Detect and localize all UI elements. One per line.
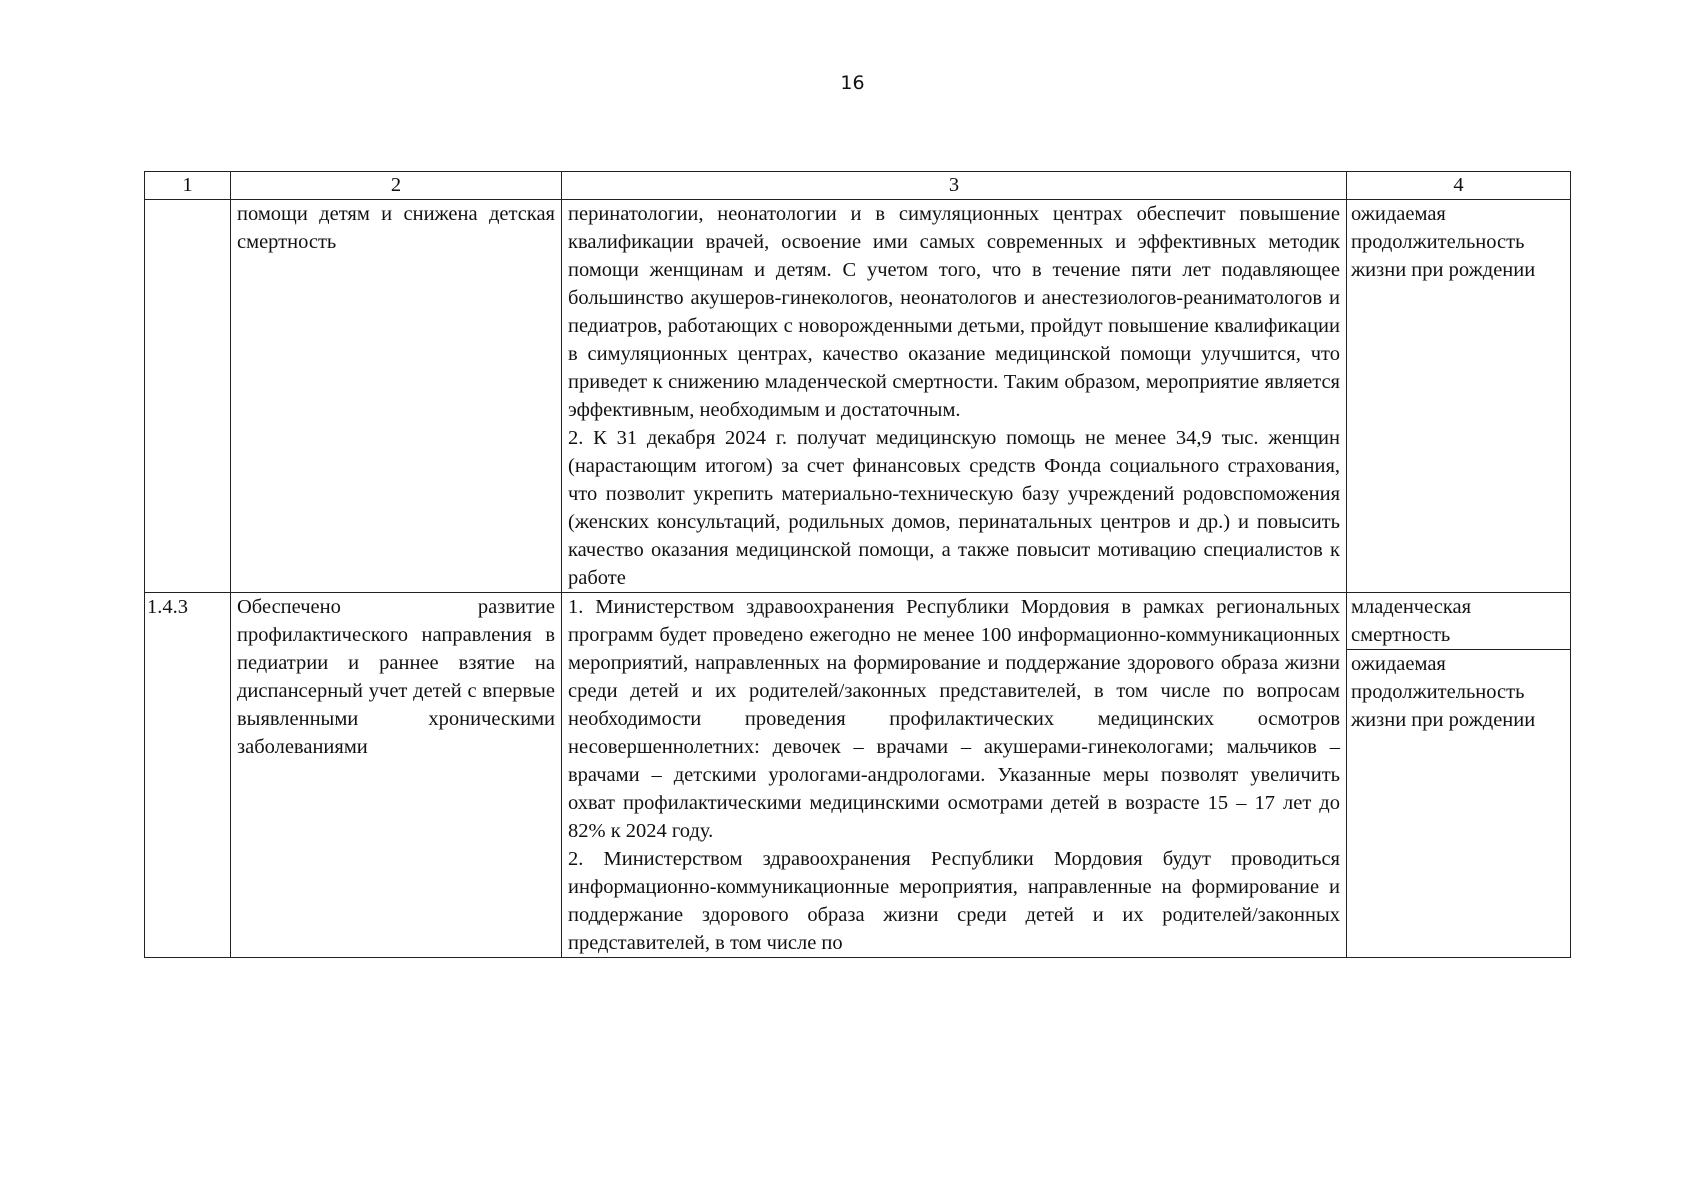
header-col-1: 1 bbox=[145, 172, 231, 200]
header-col-3: 3 bbox=[562, 172, 1347, 200]
row-number-cell: 1.4.3 bbox=[145, 593, 231, 958]
description-paragraph: 1. Министерством здравоохранения Республики Мордовия в рамках региональных программ будет проведено ежегодно не менее 100 информационно-коммуникационных мероприятий, направленных на формирование и поддержание здорового образа жизни среди детей и их родителей/законных представителей, в том числе по вопросам необходимости проведения профилактических медицинских осмотров несовершеннолетних: девочек – врачами – акушерами-гинекологами; мальчиков – врачами – детскими урологами-андрологами. Указанные меры позволят увеличить охват профилактическими медицинскими осмотрами детей в возрасте 15 – 17 лет до 82% к 2024 году. bbox=[568, 596, 1340, 842]
header-col-4: 4 bbox=[1347, 172, 1571, 200]
table-row bbox=[145, 593, 1571, 650]
indicator-cell: ожидаемая продолжительность жизни при рождении bbox=[1347, 200, 1571, 593]
description-cell bbox=[562, 593, 1347, 958]
description-cell bbox=[562, 200, 1347, 593]
header-col-2: 2 bbox=[231, 172, 562, 200]
result-cell: Обеспечено развитие профилактического направления в педиатрии и раннее взятие на диспансерный учет детей с впервые выявленными хроническими заболеваниями bbox=[231, 593, 562, 958]
row-number-cell bbox=[145, 200, 231, 593]
description-paragraph: перинатологии, неонатологии и в симуляционных центрах обеспечит повышение квалификации врачей, освоение ими самых современных и эффективных методик помощи женщинам и детям. С учетом того, что в течение пяти лет подавляющее большинство акушеров-гинекологов, неонатологов и анестезиологов-реаниматологов и педиатров, работающих с новорожденными детьми, пройдут повышение квалификации в симуляционных центрах, качество оказание медицинской помощи улучшится, что приведет к снижению младенческой смертности. Таким образом, мероприятие является эффективным, необходимым и достаточным. bbox=[568, 203, 1340, 421]
page-number: 16 bbox=[840, 72, 865, 94]
measures-table bbox=[144, 171, 1571, 958]
table-header-row bbox=[145, 172, 1571, 200]
table-row bbox=[145, 200, 1571, 593]
description-paragraph: 2. Министерством здравоохранения Республики Мордовия будут проводиться информационно-коммуникационные мероприятия, направленные на формирование и поддержание здорового образа жизни среди детей и их родителей/законных представителей, в том числе по bbox=[568, 848, 1340, 954]
indicator-cell: младенческая смертность bbox=[1347, 593, 1571, 650]
description-paragraph: 2. К 31 декабря 2024 г. получат медицинскую помощь не менее 34,9 тыс. женщин (нарастающим итогом) за счет финансовых средств Фонда социального страхования, что позволит укрепить материально-техническую базу учреждений родовспоможения (женских консультаций, родильных домов, перинатальных центров и др.) и повысить качество оказания медицинской помощи, а также повысит мотивацию специалистов к работе bbox=[568, 427, 1340, 589]
indicator-cell: ожидаемая продолжительность жизни при рождении bbox=[1347, 650, 1571, 958]
result-cell: помощи детям и снижена детская смертность bbox=[231, 200, 562, 593]
